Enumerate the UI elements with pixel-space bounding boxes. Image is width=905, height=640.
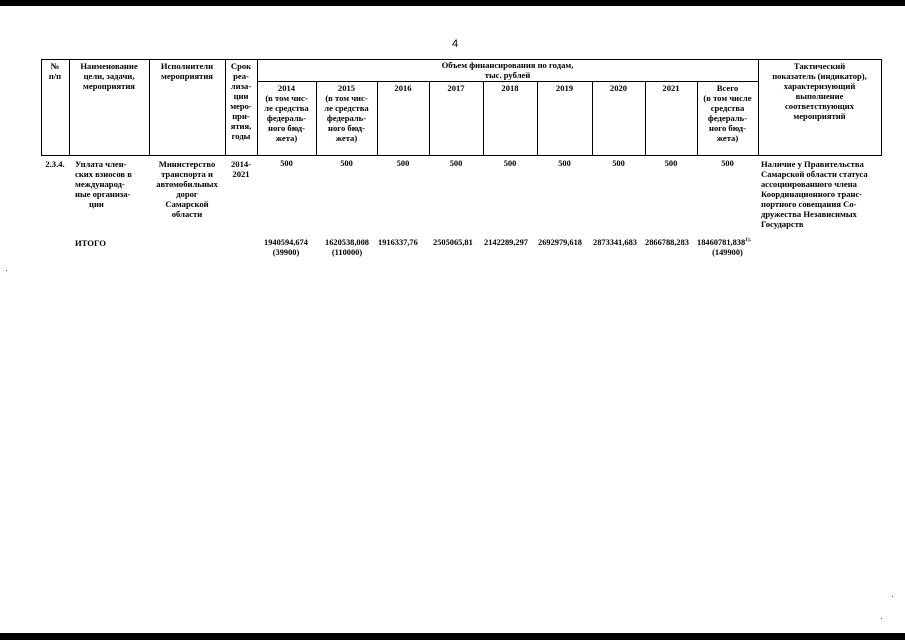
- header-col-2014: 2014 (в том чис- ле средства федераль- ного бюд- жета): [264, 83, 309, 143]
- top-border-bar: [0, 0, 905, 6]
- row-value-total: 500: [721, 159, 734, 168]
- total-2020: 2873341,683: [593, 238, 637, 247]
- row-term: 2014- 2021: [230, 159, 252, 179]
- total-2015: 1620538,008 (110000): [325, 238, 369, 257]
- header-col-term: Срок реа- лиза- ции меро- при- ятия, годы: [230, 61, 252, 141]
- page-number: 4: [451, 38, 459, 50]
- row-value-2019: 500: [558, 159, 571, 168]
- scan-speck: [6, 270, 7, 271]
- header-col-2021: 2021: [662, 83, 680, 93]
- total-2017: 2505065,81: [433, 238, 473, 247]
- header-col-2016: 2016: [394, 83, 412, 93]
- bottom-border-bar: [0, 633, 905, 640]
- header-funding-title: Объем финансирования по годам, тыс. рублей: [441, 60, 574, 80]
- row-indicator: Наличие у Правительства Самарской области статуса ассоциированного члена Координационного транс- портного совещания Со- дружества Независимых Государств: [761, 159, 868, 229]
- header-col-indicator: Тактический показатель (индикатор), характеризующий выполнение соответствующих мероприятий: [772, 61, 867, 121]
- scan-speck: [892, 596, 893, 597]
- row-value-2014: 500: [280, 159, 293, 168]
- header-col-2020: 2020: [609, 83, 628, 93]
- total-all: $18460781,838^{1).}$: [697, 237, 752, 247]
- header-col-executor: Исполнители мероприятия: [160, 61, 214, 81]
- total-2016: 1916337,76: [378, 238, 418, 247]
- header-col-number: № п/п: [48, 61, 62, 81]
- header-col-total: Всего (в том числе средства федераль- ного бюд- жета): [703, 83, 752, 143]
- header-col-name: Наименование цели, задачи, мероприятия: [80, 61, 138, 91]
- total-2018: 2142289,297: [484, 238, 528, 247]
- total-label: ИТОГО: [75, 238, 106, 248]
- header-col-2017: 2017: [447, 83, 465, 93]
- total-footnote-mark: 1).: [745, 237, 752, 244]
- row-value-2016: 500: [396, 159, 410, 168]
- header-col-2015: 2015 (в том чис- ле средства федераль- ного бюд- жета): [324, 83, 369, 143]
- header-col-2018: 2018: [501, 83, 519, 93]
- total-all-federal: (149900): [712, 248, 743, 257]
- total-2021: 2866788,283: [645, 238, 689, 247]
- row-number: 2.3.4.: [45, 159, 65, 169]
- row-name: Уплата член- ских взносов в международ- ные организа- ции: [75, 159, 132, 209]
- total-2019: 2692979,618: [538, 238, 582, 247]
- row-value-2017: 500: [449, 159, 463, 168]
- total-2014: 1940594,674 (39900): [264, 238, 308, 257]
- row-value-2015: 500: [340, 159, 353, 168]
- row-value-2018: 500: [503, 159, 517, 168]
- row-executor: Министерство транспорта и автомобильных дорог Самарской области: [156, 159, 218, 219]
- scan-speck: [881, 618, 882, 619]
- row-value-2021: 500: [664, 159, 678, 168]
- row-value-2020: 500: [612, 159, 625, 168]
- header-col-2019: 2019: [555, 83, 574, 93]
